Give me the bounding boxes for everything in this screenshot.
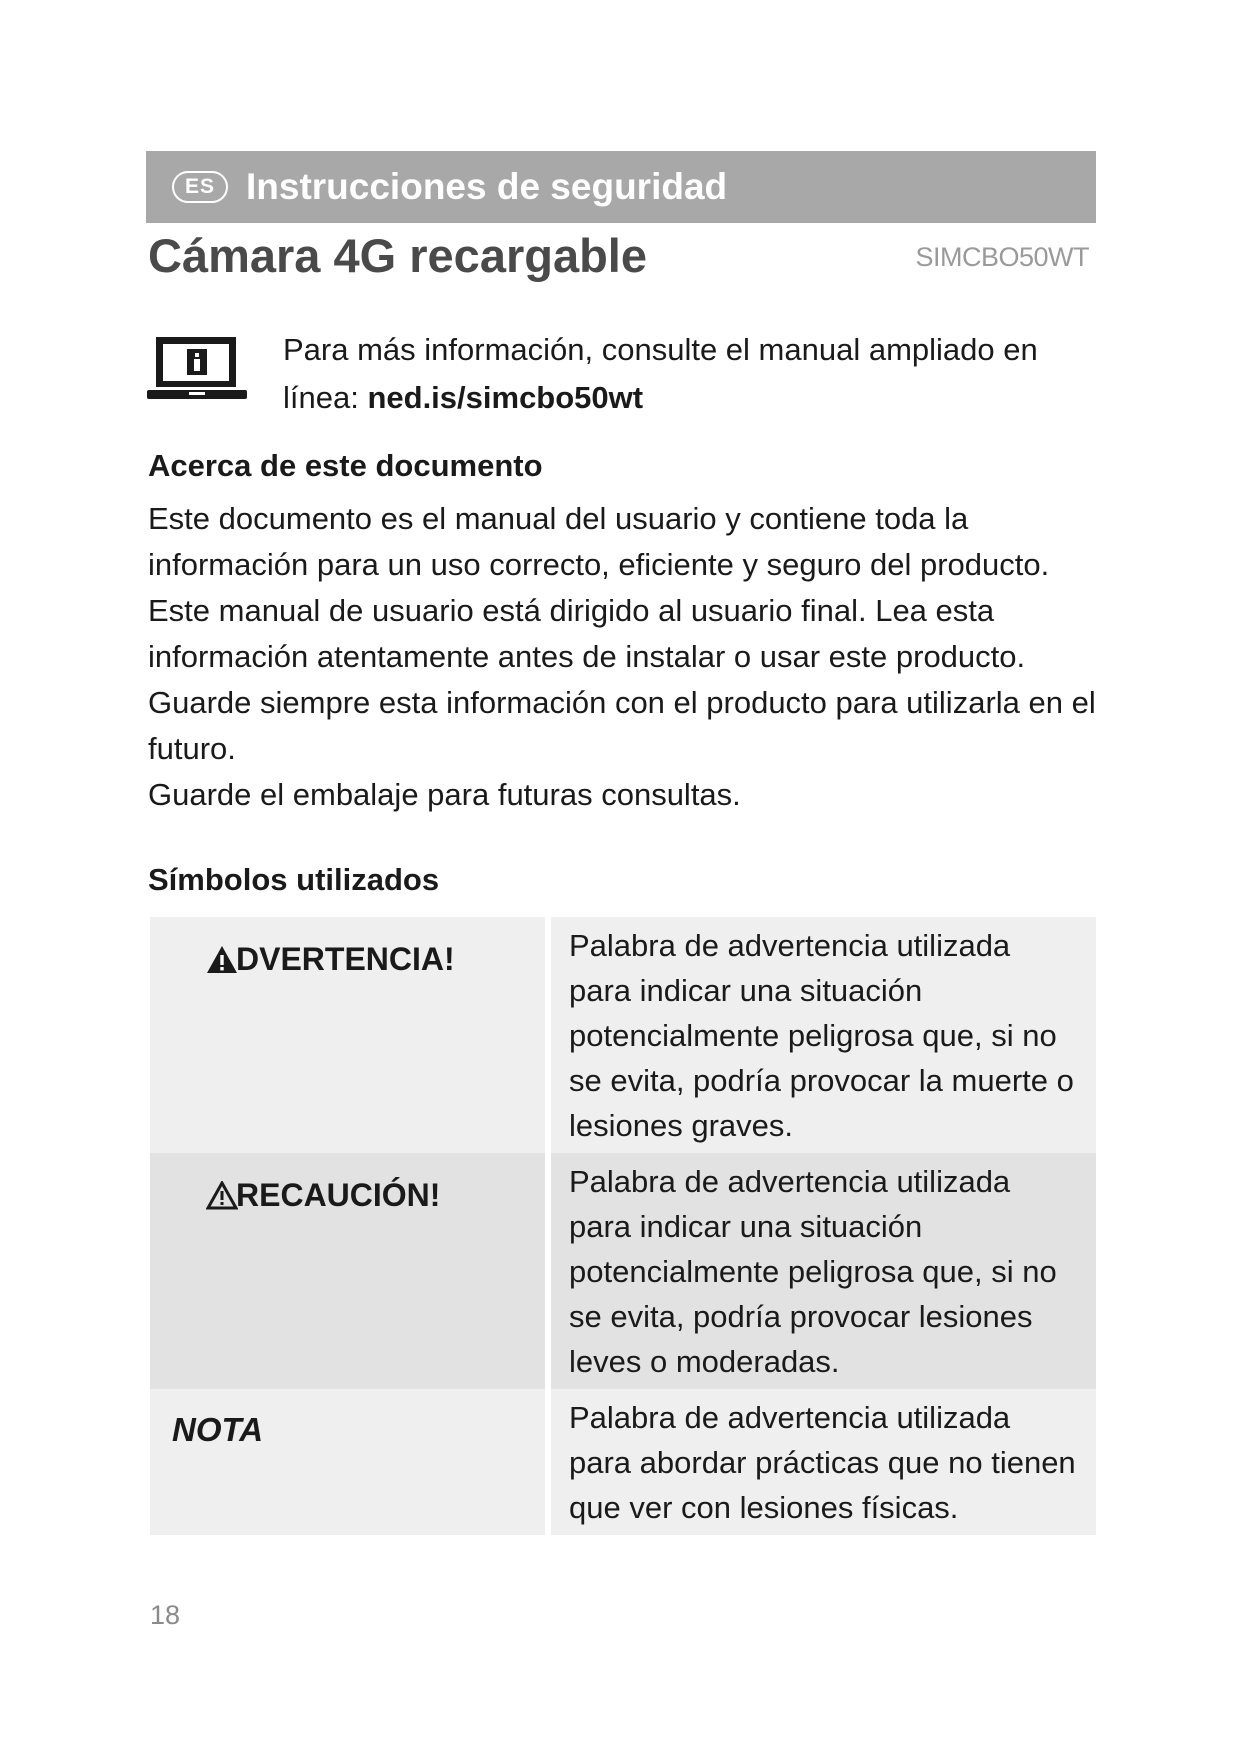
- model-number: SIMCBO50WT: [915, 242, 1089, 272]
- symbol-term-cell: [150, 917, 545, 1153]
- warning-label: [206, 941, 455, 978]
- about-body: [148, 496, 1098, 818]
- online-manual-note: [283, 326, 1073, 422]
- symbol-term-cell: [150, 1389, 545, 1535]
- page-number: 18: [150, 1600, 181, 1630]
- caution-term: RECAUCIÓN!: [236, 1177, 441, 1213]
- about-paragraph: Guarde siempre esta información con el producto para utilizarla en el futuro.: [148, 685, 1096, 766]
- about-paragraph: Este documento es el manual del usuario y contiene toda la información para un uso correcto, eficiente y seguro del producto.: [148, 501, 1050, 582]
- symbol-row-caution: [150, 1153, 1096, 1389]
- about-heading: Acerca de este documento: [148, 448, 543, 483]
- symbols-table: [150, 917, 1096, 1535]
- section-title: Instrucciones de seguridad: [246, 166, 728, 207]
- about-paragraph: Guarde el embalaje para futuras consultas.: [148, 777, 741, 812]
- warning-description: Palabra de advertencia utilizada para indicar una situación potencialmente peligrosa que, si no se evita, podría provocar la muerte o lesiones graves.: [551, 917, 1096, 1153]
- warning-triangle-icon: [206, 945, 238, 975]
- note-description: Palabra de advertencia utilizada para abordar prácticas que no tienen que ver con lesiones físicas.: [551, 1389, 1096, 1535]
- about-paragraph: Este manual de usuario está dirigido al usuario final. Lea esta información atentamente antes de instalar o usar este producto.: [148, 593, 1026, 674]
- caution-label: [206, 1177, 440, 1214]
- caution-triangle-icon: [206, 1181, 238, 1211]
- symbol-term-cell: [150, 1153, 545, 1389]
- section-header-bar: [146, 151, 1096, 223]
- symbols-heading: Símbolos utilizados: [148, 862, 440, 897]
- note-term: NOTA: [172, 1411, 264, 1448]
- language-badge: ES: [172, 171, 228, 203]
- product-title: Cámara 4G recargable: [148, 229, 648, 282]
- laptop-info-icon: [147, 334, 247, 404]
- symbol-row-note: [150, 1389, 1096, 1535]
- warning-term: DVERTENCIA!: [236, 941, 455, 977]
- online-manual-link[interactable]: ned.is/simcbo50wt: [367, 380, 644, 415]
- caution-description: Palabra de advertencia utilizada para indicar una situación potencialmente peligrosa que, si no se evita, podría provocar lesiones leves o moderadas.: [551, 1153, 1096, 1389]
- online-manual-text: Para más información, consulte el manual ampliado en línea:: [283, 332, 1038, 415]
- symbol-row-warning: [150, 917, 1096, 1153]
